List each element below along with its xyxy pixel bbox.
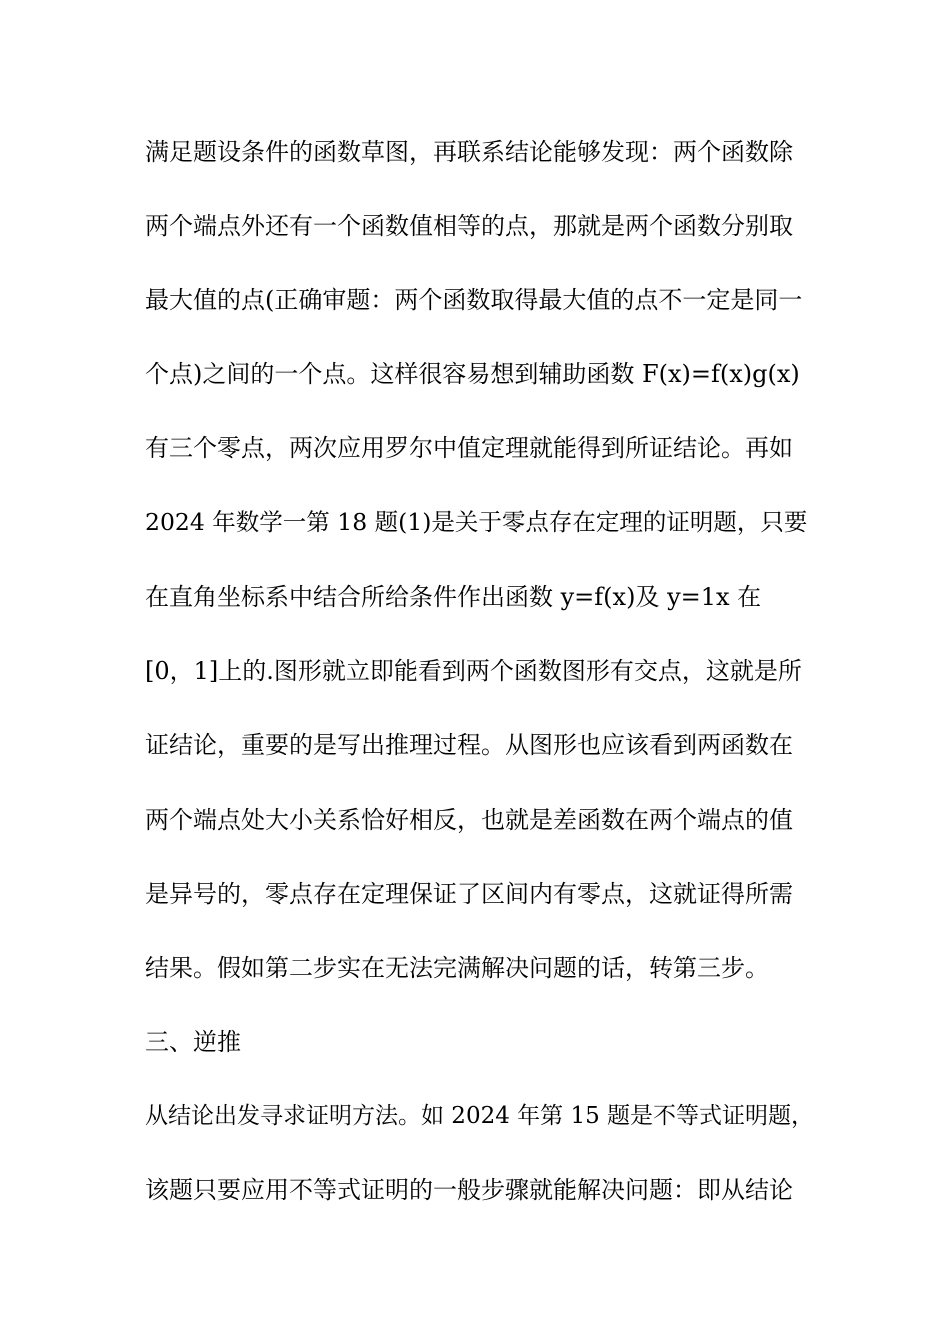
text-line-4: 个点)之间的一个点。这样很容易想到辅助函数 F(x)=f(x)g(x) xyxy=(145,360,800,388)
text-line-6: 2024 年数学一第 18 题(1)是关于零点存在定理的证明题，只要 xyxy=(145,508,808,536)
text-line-2: 两个端点外还有一个函数值相等的点，那就是两个函数分别取 xyxy=(145,212,793,240)
text-line-9: 证结论，重要的是写出推理过程。从图形也应该看到两函数在 xyxy=(145,731,793,759)
text-line-5: 有三个零点，两次应用罗尔中值定理就能得到所证结论。再如 xyxy=(145,434,793,462)
section-heading: 三、逆推 xyxy=(145,1028,241,1056)
text-line-11: 是异号的，零点存在定理保证了区间内有零点，这就证得所需 xyxy=(145,880,793,908)
text-line-8: [0，1]上的.图形就立即能看到两个函数图形有交点，这就是所 xyxy=(145,657,802,685)
text-line-7: 在直角坐标系中结合所给条件作出函数 y=f(x)及 y=1x 在 xyxy=(145,583,762,611)
text-line-3: 最大值的点(正确审题：两个函数取得最大值的点不一定是同一 xyxy=(145,286,803,314)
text-line-10: 两个端点处大小关系恰好相反，也就是差函数在两个端点的值 xyxy=(145,806,793,834)
text-line-15: 该题只要应用不等式证明的一般步骤就能解决问题：即从结论 xyxy=(145,1176,793,1204)
text-line-12: 结果。假如第二步实在无法完满解决问题的话，转第三步。 xyxy=(145,954,769,982)
text-line-1: 满足题设条件的函数草图，再联系结论能够发现：两个函数除 xyxy=(145,138,793,166)
text-line-14: 从结论出发寻求证明方法。如 2024 年第 15 题是不等式证明题， xyxy=(145,1103,815,1129)
